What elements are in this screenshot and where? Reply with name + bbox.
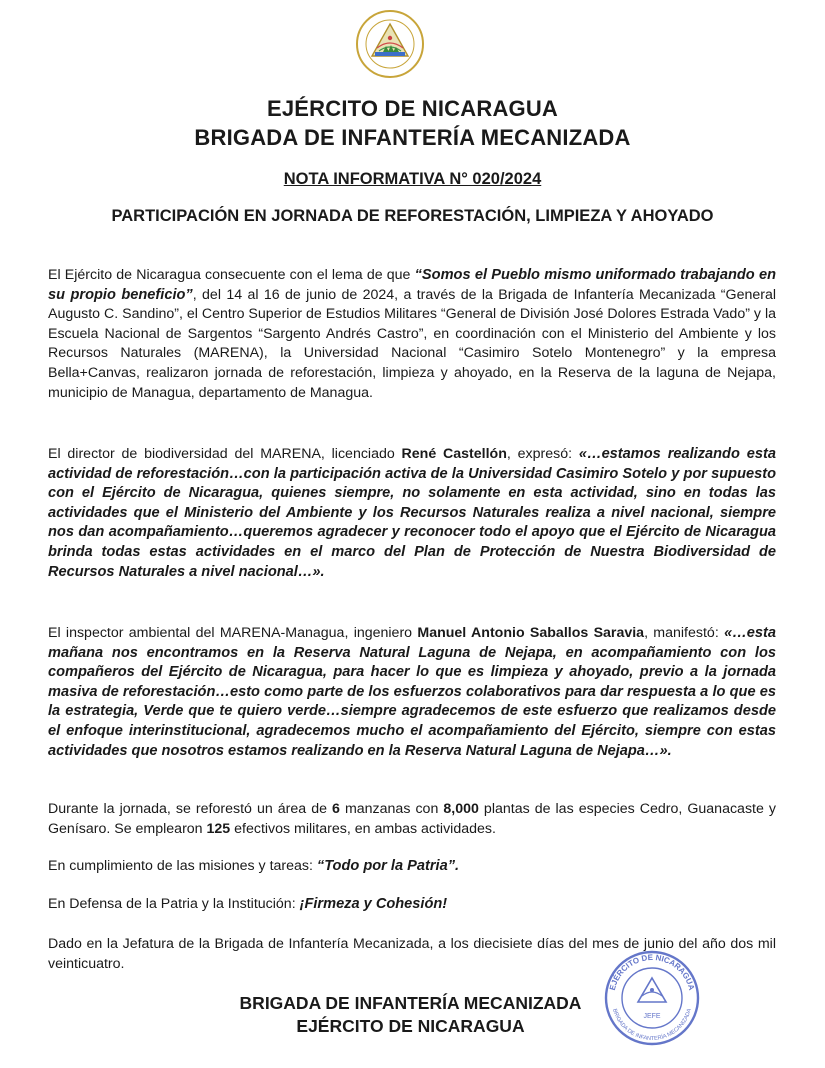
paragraph-intro: El Ejército de Nicaragua consecuente con el lema de que “Somos el Pueblo mismo uniformado trabajando en su propio beneficio”, del 14 al 16 de junio de 2024, a través de la Brigada de Infantería Mecanizada “General Augusto C. Sandino”, el Centro Superior de Estudios Militares “General de División José Dolores Estrada Vado” y la Escuela Nacional de Sargentos “Sargento Andrés Castro”, en coordinación con el Ministerio del Ambiente y los Recursos Naturales (MARENA), la Universidad Nacional “Casimiro Sotelo Montenegro” y la empresa Bella+Canvas, realizaron jornada de reforestación, limpieza y ahoyado, en la Reserva de la laguna de Nejapa, municipio de Managua, departamento de Managua. <box>48 267 777 401</box>
official-seal-stamp-icon <box>596 948 708 1048</box>
quote-director: «…estamos realizando esta actividad de reforestación…con la participación activa de la Universidad Casimiro Sotelo y por supuesto con el Ejército de Nicaragua, quienes siempre, no solamente en esta actividad, sino en todas las actividades que el Ministerio del Ambiente y los Recursos Naturales realiza a nivel nacional, siempre nos dan acompañamiento…queremos agradecer y reconocer todo el apoyo que el Ejército de Nicaragua brinda todas estas actividades en el marco del Plan de Protección de Nuestra Biodiversidad de Recursos Naturales a nivel nacional…». <box>48 446 776 580</box>
header-line-army: EJÉRCITO DE NICARAGUA <box>266 96 559 121</box>
note-subject: PARTICIPACIÓN EN JORNADA DE REFORESTACIÓN, LIMPIEZA Y AHOYADO <box>111 207 714 225</box>
svg-text:BRIGADA DE INFANTERÍA MECANIZA: BRIGADA DE INFANTERÍA MECANIZADA <box>611 1008 693 1043</box>
nicaragua-coat-of-arms-icon <box>355 8 425 82</box>
motto-quote: “Somos el Pueblo mismo uniformado trabajando en su propio beneficio” <box>48 267 776 303</box>
paragraph-results: Durante la jornada, se reforestó un área de 6 manzanas con 8,000 plantas de las especies Cedro, Guanacaste y Genísaro. Se emplearon 125 efectivos militares, en ambas actividades. <box>48 801 777 837</box>
svg-text:JEFE: JEFE <box>643 1013 661 1020</box>
person-name: René Castellón <box>401 446 507 462</box>
person-name: Manuel Antonio Saballos Saravia <box>417 625 645 641</box>
quote-inspector: «…esta mañana nos encontramos en la Reserva Natural Laguna de Nejapa, en acompañamiento con los compañeros del Ejército de Nicaragua, para hacer lo que es limpieza y ahoyado, previo a la jornada masiva de reforestación…esto como parte de los esfuerzos colaborativos para dar respuesta a lo que es la estrategia, Verde que te quiero verde…siempre agradecemos de este esfuerzo que realizamos desde el enfoque interinstitucional, agradecemos mucho el acompañamiento del Ejército, siempre con estas actividades que nosotros estamos realizando en la Reserva Natural Laguna de Nejapa…». <box>48 625 776 759</box>
paragraph-defense: En Defensa de la Patria y la Institución: ¡Firmeza y Cohesión! <box>48 896 448 912</box>
header-line-brigade: BRIGADA DE INFANTERÍA MECANIZADA <box>194 125 631 150</box>
svg-text:EJÉRCITO DE NICARAGUA: EJÉRCITO DE NICARAGUA <box>607 952 697 992</box>
paragraph-dated: Dado en la Jefatura de la Brigada de Infantería Mecanizada, a los diecisiete días del mes de junio del año dos mil veinticuatro. <box>48 936 776 972</box>
paragraph-marena-director: El director de biodiversidad del MARENA, licenciado René Castellón, expresó: «…estamos realizando esta actividad de reforestación…con la participación activa de la Universidad Casimiro Sotelo y por supuesto con el Ejército de Nicaragua, quienes siempre, no solamente en esta actividad, sino en todas las actividades que el Ministerio del Ambiente y los Recursos Naturales realiza a nivel nacional, siempre nos dan acompañamiento…queremos agradecer y reconocer todo el apoyo que el Ejército de Nicaragua brinda todas estas actividades en el marco del Plan de Protección de Nuestra Biodiversidad de Recursos Naturales a nivel nacional…». <box>48 446 776 580</box>
signature-brigade: BRIGADA DE INFANTERÍA MECANIZADA <box>239 993 582 1013</box>
paragraph-marena-inspector: El inspector ambiental del MARENA-Managua, ingeniero Manuel Antonio Saballos Saravia, manifestó: «…esta mañana nos encontramos en la Reserva Natural Laguna de Nejapa, en acompañamiento con los compañeros del Ejército de Nicaragua, para hacer lo que es limpieza y ahoyado, previo a la jornada masiva de reforestación…esto como parte de los esfuerzos colaborativos para dar respuesta a lo que es la estrategia, Verde que te quiero verde…siempre agradecemos de este esfuerzo que realizamos desde el enfoque interinstitucional, agradecemos mucho el acompañamiento del Ejército, siempre con estas actividades que nosotros estamos realizando en la Reserva Natural Laguna de Nejapa…». <box>48 625 776 759</box>
paragraph-missions: En cumplimiento de las misiones y tareas: “Todo por la Patria”. <box>48 858 460 874</box>
note-number: NOTA INFORMATIVA N° 020/2024 <box>283 170 542 188</box>
signature-army: EJÉRCITO DE NICARAGUA <box>296 1016 525 1036</box>
